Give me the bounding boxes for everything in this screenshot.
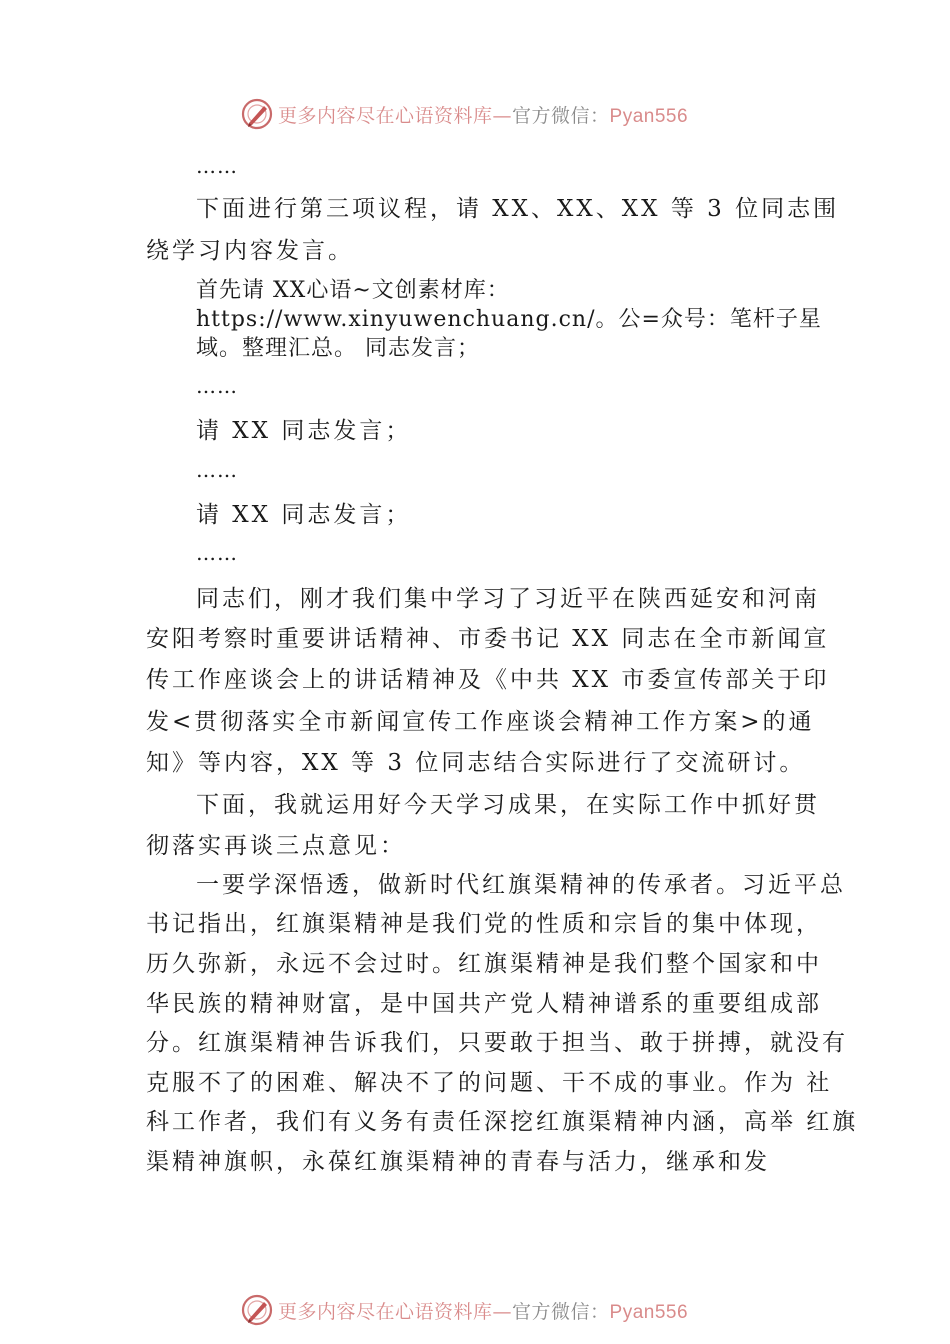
watermark-label: 官方微信： <box>512 1300 610 1323</box>
p7-line1: 一要学深悟透，做新时代红旗渠精神的传承者。习近平总 <box>196 872 846 898</box>
pen-circle-logo-icon <box>240 97 274 131</box>
ellipsis-4: …… <box>196 541 238 565</box>
watermark-wechat-id: Pyan556 <box>609 105 689 127</box>
p6-line1: 下面，我就运用好今天学习成果，在实际工作中抓好贯 <box>196 792 820 818</box>
p5-line2: 安阳考察时重要讲话精神、市委书记 XX 同志在全市新闻宣 <box>146 626 830 652</box>
p1-line1: 下面进行第三项议程，请 XX、XX、XX 等 3 位同志围 <box>196 196 840 222</box>
p4: 请 XX 同志发言； <box>196 502 412 528</box>
p7-line3: 历久弥新，永远不会过时。红旗渠精神是我们整个国家和中 <box>146 951 822 977</box>
watermark-label: 官方微信： <box>512 104 610 127</box>
p1-line2: 绕学习内容发言。 <box>146 238 354 264</box>
p2-line2: https://www.xinyuwenchuang.cn/。公=众号：笔杆子星 <box>196 307 822 332</box>
pen-circle-logo-icon <box>240 1293 274 1327</box>
p7-line8: 渠精神旗帜，永葆红旗渠精神的青春与活力，继承和发 <box>146 1149 770 1175</box>
p3: 请 XX 同志发言； <box>196 418 412 444</box>
ellipsis-3: …… <box>196 458 238 482</box>
footer-watermark <box>240 1290 760 1330</box>
watermark-wechat-id: Pyan556 <box>609 1301 689 1323</box>
watermark-main: 更多内容尽在心语资料库— <box>278 104 513 127</box>
ellipsis-1: …… <box>196 154 238 178</box>
watermark-text <box>278 1297 688 1324</box>
p2-line3: 域。整理汇总。 同志发言； <box>196 336 480 361</box>
p5-line4: 发<贯彻落实全市新闻宣传工作座谈会精神工作方案>的通 <box>146 709 815 735</box>
header-watermark <box>240 94 760 134</box>
p7-line5: 分。红旗渠精神告诉我们，只要敢于担当、敢于拼搏，就没有 <box>146 1030 848 1056</box>
p7-line7: 科工作者，我们有义务有责任深挖红旗渠精神内涵，高举 红旗 <box>146 1109 859 1135</box>
ellipsis-2: …… <box>196 374 238 398</box>
watermark-text <box>278 101 688 128</box>
p7-line4: 华民族的精神财富，是中国共产党人精神谱系的重要组成部 <box>146 991 822 1017</box>
p5-line5: 知》等内容，XX 等 3 位同志结合实际进行了交流研讨。 <box>146 750 806 776</box>
p5-line3: 传工作座谈会上的讲话精神及《中共 XX 市委宣传部关于印 <box>146 667 830 693</box>
p6-line2: 彻落实再谈三点意见： <box>146 833 406 859</box>
p7-line2: 书记指出，红旗渠精神是我们党的性质和宗旨的集中体现， <box>146 911 822 937</box>
p7-line6: 克服不了的困难、解决不了的问题、干不成的事业。作为 社 <box>146 1070 833 1096</box>
p2-line1: 首先请 XX心语~文创素材库： <box>196 278 510 303</box>
watermark-main: 更多内容尽在心语资料库— <box>278 1300 513 1323</box>
p5-line1: 同志们，刚才我们集中学习了习近平在陕西延安和河南 <box>196 586 820 612</box>
